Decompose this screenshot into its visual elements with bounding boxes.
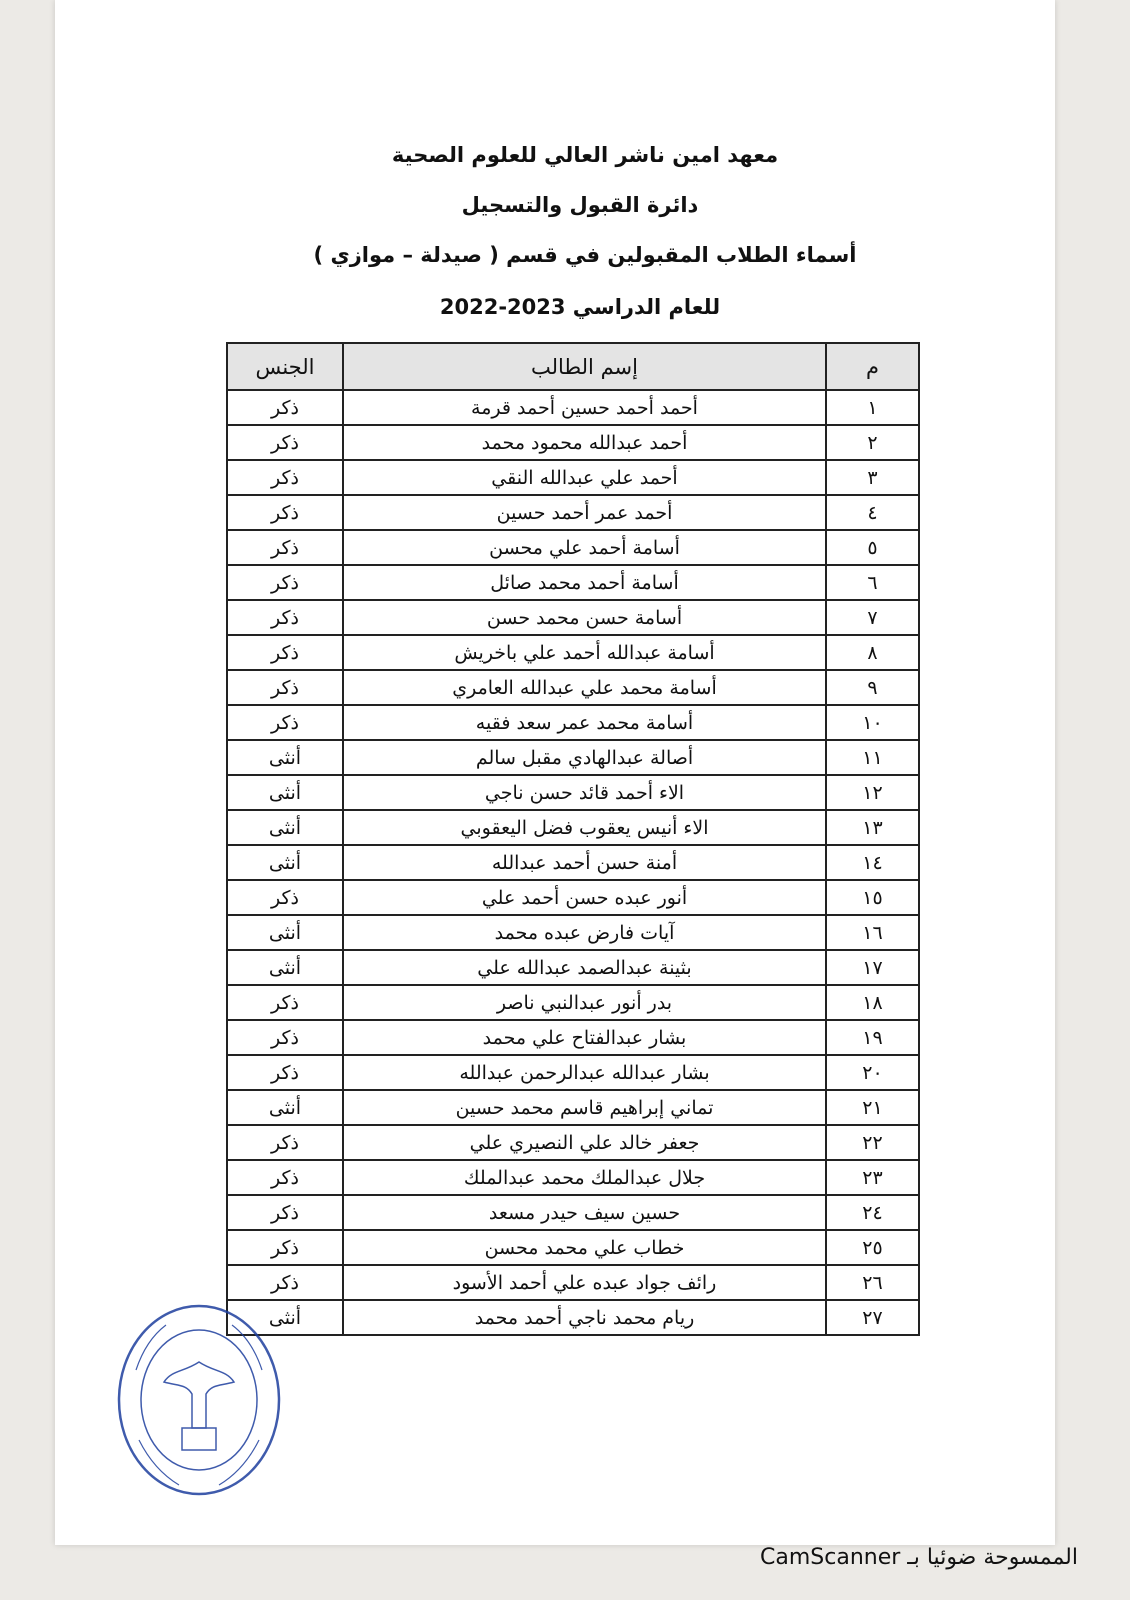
row-number: ٣ — [826, 460, 919, 495]
row-number: ٢٢ — [826, 1125, 919, 1160]
column-header-name: إسم الطالب — [343, 343, 826, 390]
table-row — [227, 740, 919, 775]
scanner-watermark: الممسوحة ضوئيا بـ CamScanner — [760, 1545, 1078, 1570]
student-gender: ذكر — [227, 495, 343, 530]
student-name: جلال عبدالملك محمد عبدالملك — [343, 1160, 826, 1195]
table-row — [227, 845, 919, 880]
student-name: رائف جواد عبده علي أحمد الأسود — [343, 1265, 826, 1300]
student-name: خطاب علي محمد محسن — [343, 1230, 826, 1265]
student-gender: ذكر — [227, 600, 343, 635]
row-number: ١٠ — [826, 705, 919, 740]
table-row — [227, 985, 919, 1020]
table-row — [227, 1265, 919, 1300]
student-gender: ذكر — [227, 425, 343, 460]
row-number: ١٤ — [826, 845, 919, 880]
student-name: أمنة حسن أحمد عبدالله — [343, 845, 826, 880]
table-header-row — [227, 343, 919, 390]
official-seal-icon — [114, 1300, 284, 1500]
table-row — [227, 880, 919, 915]
student-name: ريام محمد ناجي أحمد محمد — [343, 1300, 826, 1335]
student-gender: أنثى — [227, 1090, 343, 1125]
row-number: ٨ — [826, 635, 919, 670]
table-body — [227, 390, 919, 1335]
row-number: ٤ — [826, 495, 919, 530]
table-row — [227, 915, 919, 950]
student-gender: ذكر — [227, 460, 343, 495]
row-number: ١ — [826, 390, 919, 425]
student-name: أسامة أحمد محمد صائل — [343, 565, 826, 600]
row-number: ١٦ — [826, 915, 919, 950]
table-row — [227, 810, 919, 845]
row-number: ١٢ — [826, 775, 919, 810]
table-row — [227, 495, 919, 530]
student-gender: أنثى — [227, 1300, 343, 1335]
row-number: ٢٣ — [826, 1160, 919, 1195]
student-name: الاء أنيس يعقوب فضل اليعقوبي — [343, 810, 826, 845]
row-number: ٢٤ — [826, 1195, 919, 1230]
student-gender: ذكر — [227, 390, 343, 425]
student-gender: ذكر — [227, 1230, 343, 1265]
student-name: أسامة عبدالله أحمد علي باخريش — [343, 635, 826, 670]
student-gender: ذكر — [227, 1020, 343, 1055]
student-gender: ذكر — [227, 880, 343, 915]
student-gender: ذكر — [227, 1125, 343, 1160]
student-gender: ذكر — [227, 985, 343, 1020]
row-number: ٢٠ — [826, 1055, 919, 1090]
row-number: ١١ — [826, 740, 919, 775]
table-row — [227, 460, 919, 495]
student-gender: ذكر — [227, 635, 343, 670]
students-table — [226, 342, 920, 1336]
institute-title: معهد امين ناشر العالي للعلوم الصحية — [391, 143, 779, 167]
student-name: أسامة حسن محمد حسن — [343, 600, 826, 635]
student-name: بدر أنور عبدالنبي ناصر — [343, 985, 826, 1020]
row-number: ١٣ — [826, 810, 919, 845]
student-gender: ذكر — [227, 670, 343, 705]
student-gender: ذكر — [227, 1055, 343, 1090]
table-row — [227, 775, 919, 810]
row-number: ٢٥ — [826, 1230, 919, 1265]
student-name: أحمد علي عبدالله النقي — [343, 460, 826, 495]
student-gender: أنثى — [227, 915, 343, 950]
student-name: أحمد عبدالله محمود محمد — [343, 425, 826, 460]
student-gender: ذكر — [227, 1265, 343, 1300]
table-row — [227, 425, 919, 460]
row-number: ١٧ — [826, 950, 919, 985]
student-gender: ذكر — [227, 530, 343, 565]
row-number: ٦ — [826, 565, 919, 600]
table-row — [227, 600, 919, 635]
table-row — [227, 1300, 919, 1335]
student-gender: ذكر — [227, 705, 343, 740]
student-gender: أنثى — [227, 810, 343, 845]
student-name: تماني إبراهيم قاسم محمد حسين — [343, 1090, 826, 1125]
student-name: أصالة عبدالهادي مقبل سالم — [343, 740, 826, 775]
table-row — [227, 565, 919, 600]
student-gender: ذكر — [227, 565, 343, 600]
row-number: ٢٧ — [826, 1300, 919, 1335]
table-row — [227, 635, 919, 670]
student-gender: أنثى — [227, 740, 343, 775]
student-name: بشار عبدالفتاح علي محمد — [343, 1020, 826, 1055]
row-number: ٧ — [826, 600, 919, 635]
row-number: ١٥ — [826, 880, 919, 915]
student-gender: ذكر — [227, 1160, 343, 1195]
table-row — [227, 670, 919, 705]
student-name: أسامة محمد علي عبدالله العامري — [343, 670, 826, 705]
student-gender: أنثى — [227, 775, 343, 810]
student-name: حسين سيف حيدر مسعد — [343, 1195, 826, 1230]
table-row — [227, 705, 919, 740]
table-row — [227, 1195, 919, 1230]
student-name: أحمد عمر أحمد حسين — [343, 495, 826, 530]
student-name: أحمد أحمد حسين أحمد قرمة — [343, 390, 826, 425]
row-number: ١٩ — [826, 1020, 919, 1055]
table-row — [227, 1230, 919, 1265]
row-number: ٢ — [826, 425, 919, 460]
student-name: أنور عبده حسن أحمد علي — [343, 880, 826, 915]
student-gender: أنثى — [227, 950, 343, 985]
row-number: ٩ — [826, 670, 919, 705]
student-name: بشار عبدالله عبدالرحمن عبدالله — [343, 1055, 826, 1090]
table-row — [227, 950, 919, 985]
student-gender: أنثى — [227, 845, 343, 880]
academic-year: للعام الدراسي 2023-2022 — [439, 295, 721, 319]
student-name: الاء أحمد قائد حسن ناجي — [343, 775, 826, 810]
student-gender: ذكر — [227, 1195, 343, 1230]
student-name: أسامة محمد عمر سعد فقيه — [343, 705, 826, 740]
table-row — [227, 1090, 919, 1125]
row-number: ٢١ — [826, 1090, 919, 1125]
column-header-gender: الجنس — [227, 343, 343, 390]
department-title: دائرة القبول والتسجيل — [461, 193, 699, 217]
table-row — [227, 390, 919, 425]
table-row — [227, 1125, 919, 1160]
table-row — [227, 1020, 919, 1055]
student-name: بثينة عبدالصمد عبدالله علي — [343, 950, 826, 985]
student-name: أسامة أحمد علي محسن — [343, 530, 826, 565]
table-row — [227, 1055, 919, 1090]
row-number: ٥ — [826, 530, 919, 565]
column-header-number: م — [826, 343, 919, 390]
table-row — [227, 1160, 919, 1195]
list-title: أسماء الطلاب المقبولين في قسم ( صيدلة – موازي ) — [313, 243, 857, 267]
student-name: آيات فارض عبده محمد — [343, 915, 826, 950]
table-row — [227, 530, 919, 565]
row-number: ٢٦ — [826, 1265, 919, 1300]
row-number: ١٨ — [826, 985, 919, 1020]
student-name: جعفر خالد علي النصيري علي — [343, 1125, 826, 1160]
